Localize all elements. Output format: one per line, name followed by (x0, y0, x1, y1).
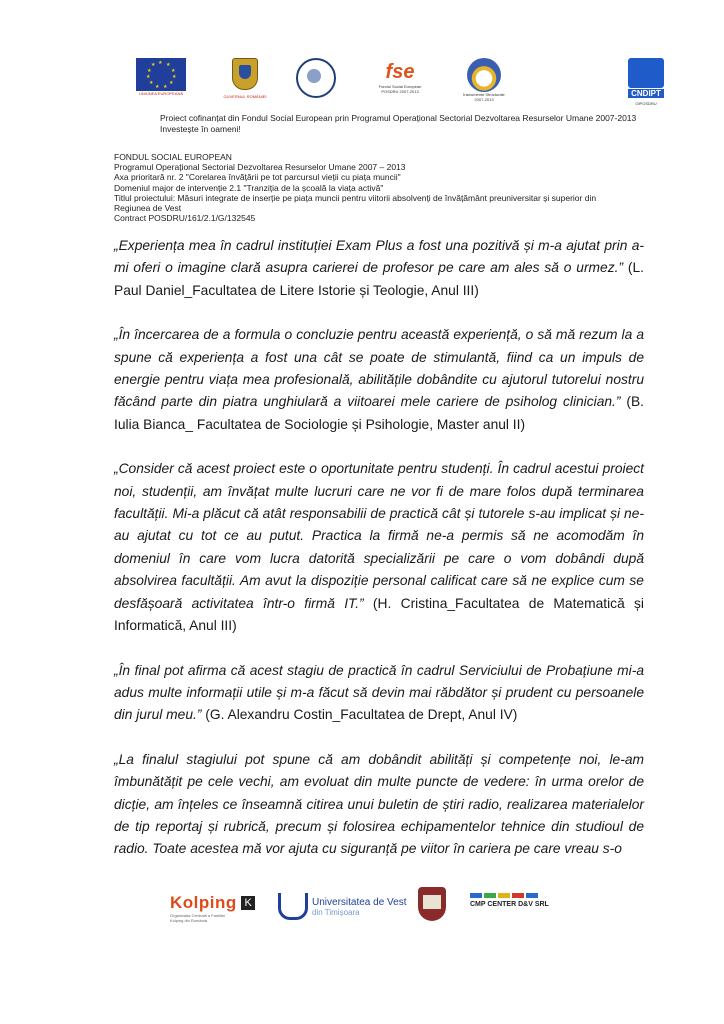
testimonial-quote: „La finalul stagiului pot spune că am dobândit abilități și competențe noi, le-am îmbunătățit pe cele vechi, am evoluat din multe puncte de vedere: în urma orelor de dicție, am înțeles ce înseamnă citirea unui buletin de știri radio, realizarea materialelor de tip reportaj și rubrică, precum și folosirea echipamentelor tehnice din studioul de radio. Toate acestea mă vor ajuta cu siguranță pe viitor în cariera pe care vreau s-o (114, 751, 644, 857)
eu-logo (132, 58, 190, 96)
cofinance-line: Proiect cofinanțat din Fondul Social European prin Programul Operațional Sectorial Dezvoltarea Resurselor Umane 2007-2013 (160, 113, 637, 123)
uvt-mark-icon (278, 893, 308, 920)
cndipt-caption: OIPOSDRU (635, 101, 657, 106)
testimonial-quote: „În final pot afirma că acest stagiu de practică în cadrul Serviciului de Probațiune mi-a adus multe informații utile și m-a făcut să devin mai răbdător și prudent cu persoanele din jurul meu.” (114, 662, 644, 723)
is-caption-2: 2007-2013 (474, 97, 494, 102)
header-line-1: FONDUL SOCIAL EUROPEAN (114, 152, 232, 162)
testimonial-author: (B. Iulia Bianca_ Facultatea de Sociologie și Psihologie, Master anul II) (114, 394, 644, 432)
testimonial-author: (L. Paul Daniel_Facultatea de Litere Istorie și Teologie, Anul III) (114, 260, 644, 298)
header-line-3: Axa prioritară nr. 2 "Corelarea învățării pe tot parcursul vieții cu piața muncii" (114, 172, 401, 183)
cofinance-statement (160, 113, 636, 135)
cmp-bars-icon (470, 893, 549, 898)
kolping-logo (170, 893, 255, 923)
institution-shield-icon (418, 887, 446, 921)
fse-caption-2: POSDRU 2007-2013 (381, 89, 419, 94)
kolping-wordmark: Kolping (170, 893, 237, 912)
header-line-4: Domeniul major de intervenție 2.1 "Tranziția de la școală la viața activă" (114, 182, 384, 193)
testimonials (114, 235, 644, 883)
cofinance-slogan: Investește în oameni! (160, 124, 241, 134)
testimonial (114, 749, 644, 861)
uvt-logo (278, 893, 407, 920)
header-line-7: Contract POSDRU/161/2.1/G/132545 (114, 213, 256, 224)
gov-caption: GUVERNUL ROMÂNIEI (223, 94, 267, 99)
testimonial (114, 324, 644, 436)
project-header (114, 152, 674, 223)
structural-instruments-icon (467, 58, 501, 92)
structural-instruments-logo (455, 58, 513, 102)
testimonial-author: (H. Cristina_Facultatea de Matematică și Informatică, Anul III) (114, 595, 644, 634)
testimonial (114, 235, 644, 302)
cndipt-label: CNDIPT (628, 89, 664, 98)
kolping-subtitle-2: Kolping din România (170, 918, 207, 923)
uvt-name: Universitatea de Vest (312, 896, 407, 908)
cndipt-icon (628, 58, 664, 88)
kolping-subtitle: Organizația Centrală a Familiei (170, 913, 225, 918)
header-line-5: Titlul proiectului: Măsuri integrate de inserție pe piața muncii pentru viitorii absolvenți de învățământ preuniversitar și superior din (114, 192, 597, 203)
gov-logo (210, 58, 280, 99)
header-line-2: Programul Operațional Sectorial Dezvoltarea Resurselor Umane 2007 – 2013 (114, 162, 406, 173)
fse-logo (370, 60, 430, 94)
eu-caption: UNIUNEA EUROPEANĂ (138, 91, 183, 96)
romania-crest-icon (232, 58, 258, 90)
ministry-seal-icon (296, 58, 336, 98)
kolping-k-icon: K (241, 896, 255, 910)
testimonial (114, 660, 644, 727)
testimonial-quote: „În încercarea de a formula o concluzie pentru această experiență, o să mă rezum la a spune că experiența a fost una cât se poate de stimulantă, fiind ca un impuls de energie pentru viața mea profesională, abilitățile dobândite cu ajutorul tutorelui nostru făcând parte din piatra unghiulară a viitoarei mele cariere de psiholog clinician.” (114, 327, 644, 410)
cmp-logo (470, 893, 549, 908)
fse-caption: Fondul Social European (378, 84, 422, 89)
testimonial-quote: „Experiența mea în cadrul instituției Exam Plus a fost una pozitivă și m-a ajutat prin a-mi oferi o imagine clară asupra carierei de profesor pe care am ales să o urmez.” (114, 238, 644, 276)
header-line-6: Regiunea de Vest (114, 203, 182, 214)
is-caption: Instrumente Structurale (463, 92, 505, 97)
uvt-city: din Timișoara (312, 907, 360, 917)
testimonial-quote: „Consider că acest proiect este o oportunitate pentru studenți. În cadrul acestui proiect noi, studenții, am învățat multe lucruri care ne vor fi de mare folos după terminarea facultății. Mi-a plăcut că atât responsabilii de practică cât și tutorele s-au implicat și ne-au ajutat cu tot ce au putut. Practica la firmă ne-a permis să ne acomodăm în domeniul în care vom lucra datorită specializării pe care o vom dobândi după absolvirea facultății. Am avut la dispoziție personal calificat care să ne explice cum se desfășoară activitatea într-o firmă IT.” (114, 461, 644, 611)
fse-mark: fse (385, 61, 415, 83)
eu-flag-icon: ★ ★ ★ ★ ★ ★ ★ ★ ★ ★ ★ (136, 58, 186, 91)
cndipt-logo (626, 58, 666, 106)
testimonial-author: (G. Alexandru Costin_Facultatea de Drept, Anul IV) (201, 707, 518, 723)
testimonial (114, 458, 644, 637)
cmp-name: CMP CENTER D&V SRL (470, 901, 549, 908)
ministry-logo (296, 58, 336, 98)
